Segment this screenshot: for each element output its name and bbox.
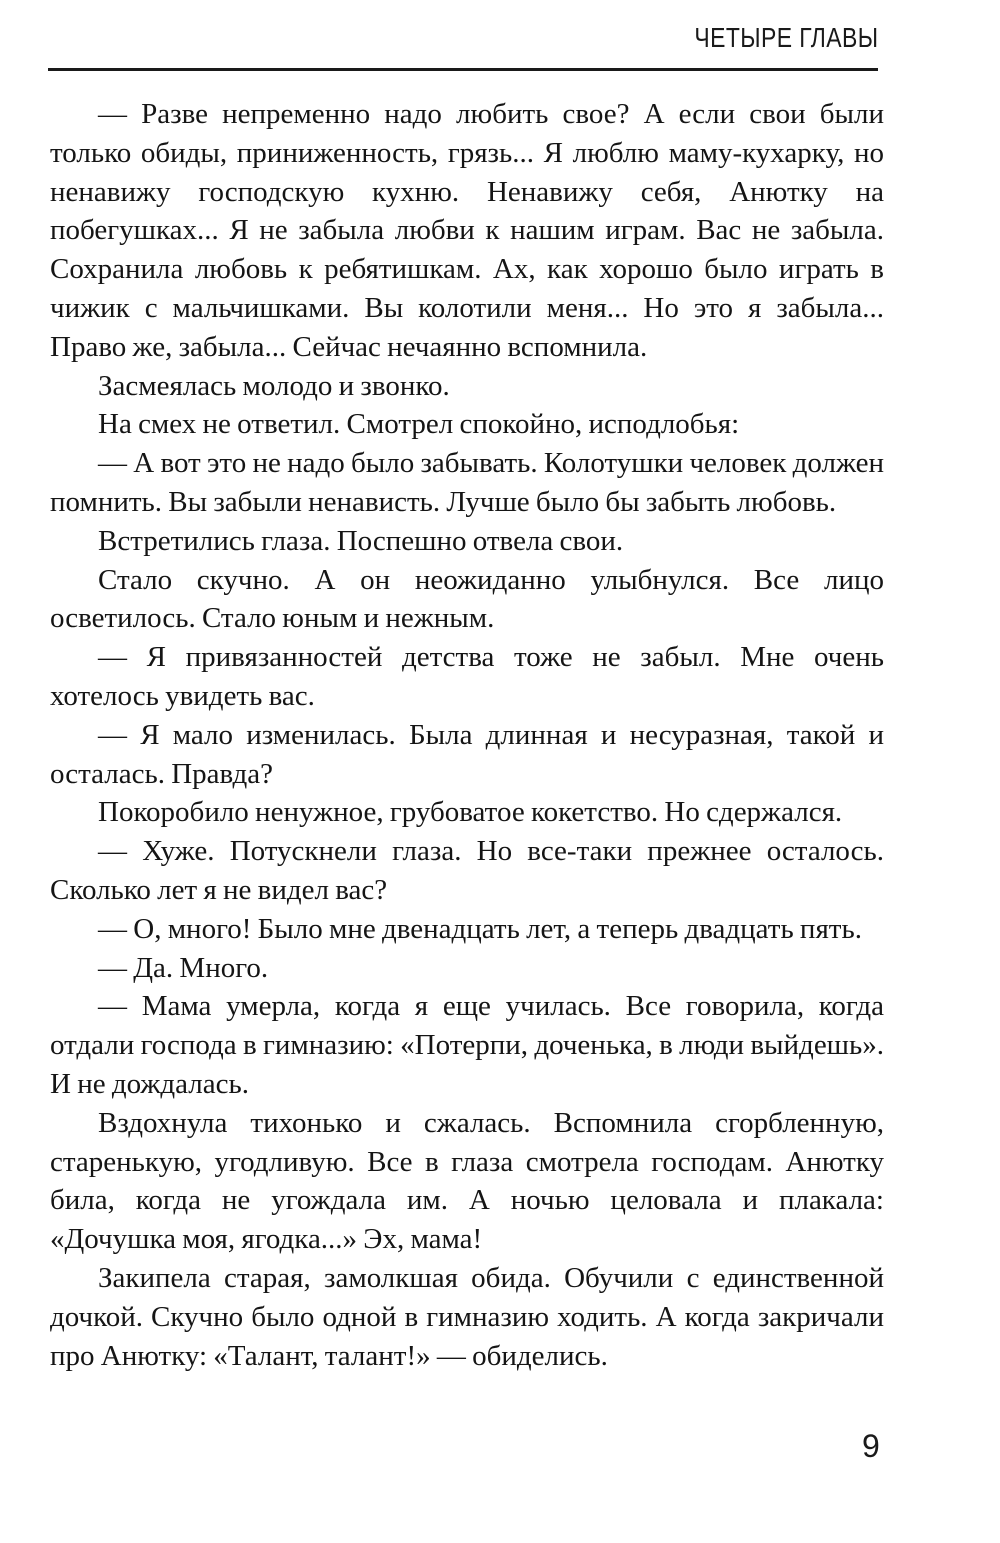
paragraph: На смех не ответил. Смотрел спокойно, исподлобья: bbox=[98, 408, 740, 441]
running-title: ЧЕТЫРЕ ГЛАВЫ bbox=[693, 22, 878, 53]
paragraph: Покоробило ненужное, грубоватое кокетство. Но сдержался. bbox=[98, 796, 843, 829]
header-rule bbox=[48, 68, 878, 71]
paragraph: — Хуже. Потускнели глаза. Но все-таки прежнее осталось. Сколько лет я не видел вас? bbox=[50, 835, 884, 906]
paragraph: Стало скучно. А он неожиданно улыбнулся. Все лицо осветилось. Стало юным и нежным. bbox=[50, 563, 884, 635]
paragraph: — О, много! Было мне двенадцать лет, а теперь двадцать пять. bbox=[98, 912, 862, 945]
paragraph: — Мама умерла, когда я еще училась. Все говорила, когда отдали господа в гимназию: «Потерпи, доченька, в люди выйдешь». И не дождалась. bbox=[50, 990, 884, 1100]
paragraph: Засмеялась молодо и звонко. bbox=[98, 369, 450, 402]
paragraph: — А вот это не надо было забывать. Колотушки человек должен помнить. Вы забыли ненависть. Лучше было бы забыть любовь. bbox=[50, 447, 884, 518]
paragraph: — Да. Много. bbox=[98, 951, 269, 984]
paragraph: Закипела старая, замолкшая обида. Обучили с единственной дочкой. Скучно было одной в гимназию ходить. А когда закричали про Анютку: «Талант, талант!» — обиделись. bbox=[50, 1261, 884, 1372]
paragraph: — Я привязанностей детства тоже не забыл. Мне очень хотелось увидеть вас. bbox=[50, 641, 884, 712]
body-text bbox=[50, 95, 884, 1375]
paragraph: — Разве непременно надо любить свое? А если свои были только обиды, приниженность, грязь... Я люблю маму-кухарку, но ненавижу господскую кухню. Ненавижу себя, Анютку на побегушках... Я не забыла любви к нашим играм. Вас не забыла. Сохранила любовь к ребятишкам. Ах, как хорошо было играть в чижик с мальчишками. Вы колотили меня... Но это я забыла... Право же, забыла... Сейчас нечаянно вспомнила. bbox=[50, 98, 884, 363]
page-number: 9 bbox=[862, 1428, 880, 1464]
paragraph: — Я мало изменилась. Была длинная и несуразная, такой и осталась. Правда? bbox=[50, 718, 884, 790]
paragraph: Встретились глаза. Поспешно отвела свои. bbox=[98, 524, 624, 557]
paragraph: Вздохнула тихонько и сжалась. Вспомнила сгорбленную, старенькую, угодливую. Все в глаза смотрела господам. Анютку била, когда не угождала им. А ночью целовала и плакала: «Дочушка моя, ягодка...» Эх, мама! bbox=[50, 1106, 884, 1256]
